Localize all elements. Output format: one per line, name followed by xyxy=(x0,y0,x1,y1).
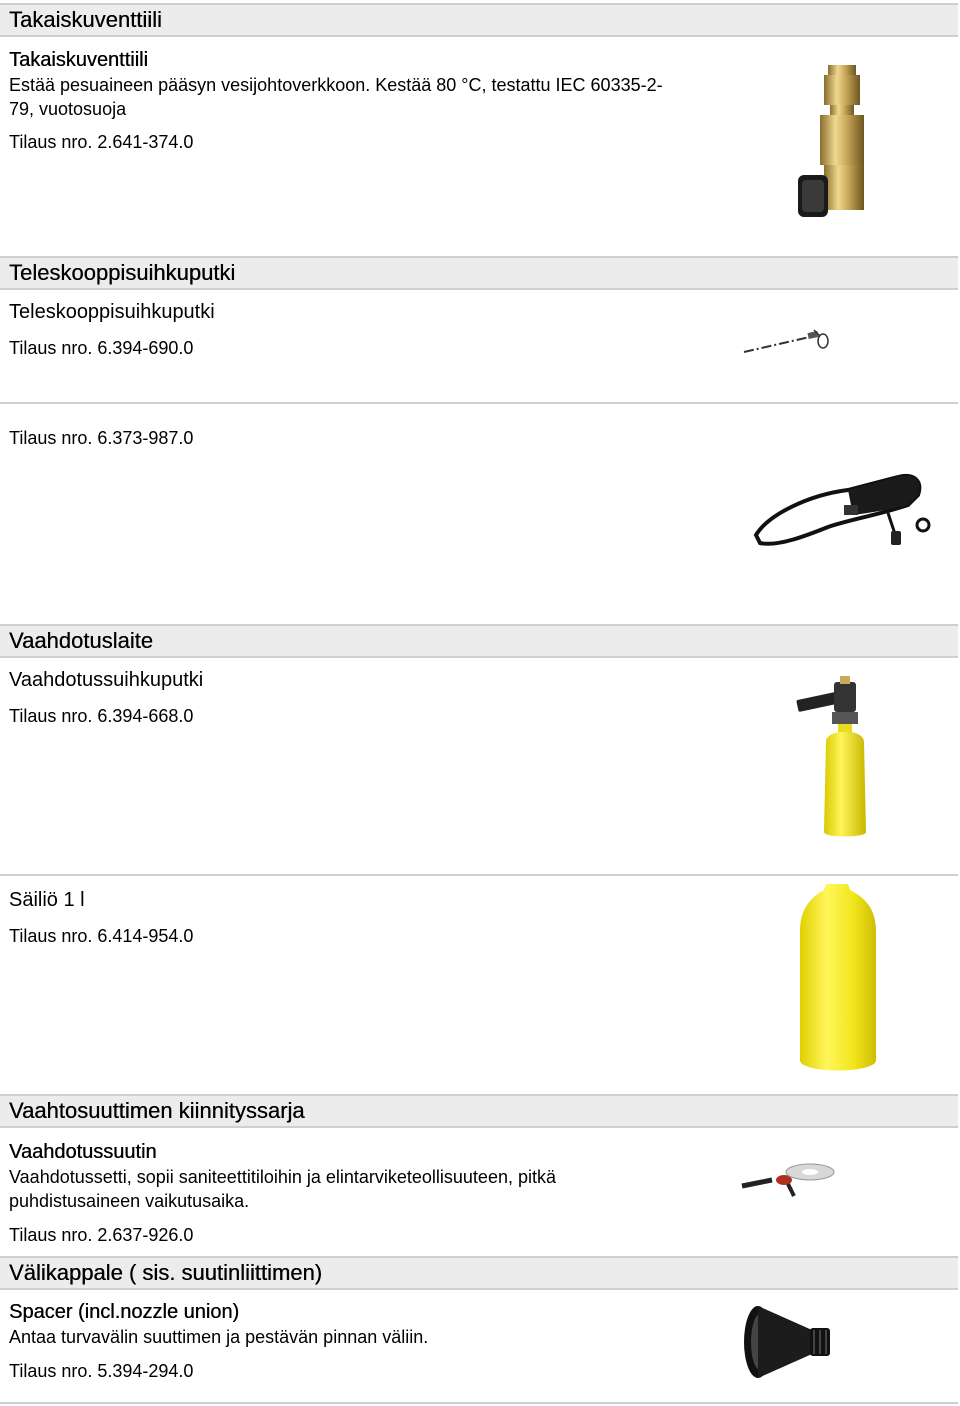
order-number-telescopic-lance: Tilaus nro. 6.394-690.0 xyxy=(9,338,194,358)
shoulder-strap-image xyxy=(748,465,933,555)
foam-nozzle-kit-image xyxy=(738,1160,838,1200)
product-title-telescopic-lance: Teleskooppisuihkuputki xyxy=(9,301,215,323)
section-heading-spacer: Välikappale ( sis. suutinliittimen) xyxy=(0,1256,958,1290)
product-description-check-valve: Estää pesuaineen pääsyn vesijohtoverkkoon. Kestää 80 °C, testattu IEC 60335-2-79, vuotosuoja xyxy=(9,75,663,119)
spacer-cone-image xyxy=(740,1300,835,1384)
order-number-strap: Tilaus nro. 6.373-987.0 xyxy=(9,428,194,448)
order-number-foam-lance: Tilaus nro. 6.394-668.0 xyxy=(9,706,194,726)
product-title-check-valve: Takaiskuventtiili xyxy=(9,49,148,71)
order-number-spacer: Tilaus nro. 5.394-294.0 xyxy=(9,1361,194,1381)
yellow-bottle-image xyxy=(794,880,884,1080)
section-heading-foam-nozzle-kit: Vaahtosuuttimen kiinnityssarja xyxy=(0,1094,958,1128)
separator xyxy=(0,874,958,876)
product-title-spacer: Spacer (incl.nozzle union) xyxy=(9,1301,240,1323)
product-title-bottle: Säiliö 1 l xyxy=(9,889,85,911)
foam-lance-image xyxy=(792,672,882,842)
product-description-foam-nozzle: Vaahdotussetti, sopii saniteettitiloihin ja elintarviketeollisuuteen, pitkä puhdistusaineen vaikutusaika. xyxy=(9,1167,556,1211)
product-title-foam-nozzle: Vaahdotussuutin xyxy=(9,1141,157,1163)
order-number-check-valve: Tilaus nro. 2.641-374.0 xyxy=(9,132,194,152)
section-heading-foam-device: Vaahdotuslaite xyxy=(0,624,958,658)
section-heading-check-valve: Takaiskuventtiili xyxy=(0,3,958,37)
product-title-foam-lance: Vaahdotussuihkuputki xyxy=(9,669,204,691)
separator xyxy=(0,1402,958,1404)
product-description-spacer: Antaa turvavälin suuttimen ja pestävän pinnan väliin. xyxy=(9,1327,429,1347)
section-heading-telescopic-lance: Teleskooppisuihkuputki xyxy=(0,256,958,290)
separator xyxy=(0,402,958,404)
telescopic-lance-image xyxy=(740,322,835,362)
order-number-bottle: Tilaus nro. 6.414-954.0 xyxy=(9,926,194,946)
check-valve-image xyxy=(788,60,888,230)
order-number-foam-nozzle: Tilaus nro. 2.637-926.0 xyxy=(9,1225,194,1245)
